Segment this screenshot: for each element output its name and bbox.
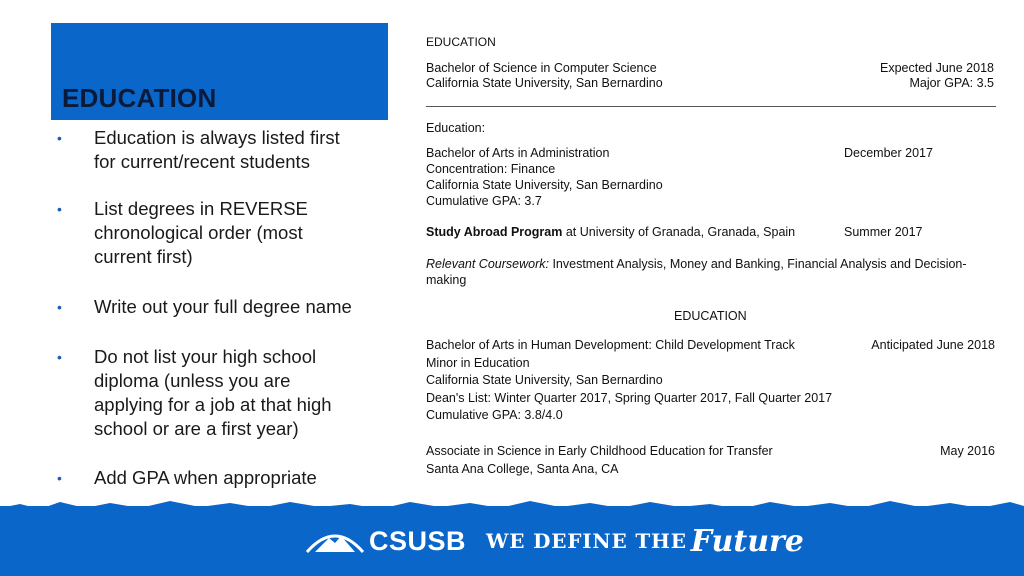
sample3-degree2: Associate in Science in Early Childhood Education for Transfer	[426, 444, 773, 458]
bullet-item	[57, 345, 387, 441]
bullet-text: Write out your full degree name	[94, 296, 352, 317]
sample2-abroad-location: at University of Granada, Granada, Spain	[562, 225, 796, 239]
sample1-school: California State University, San Bernardino	[426, 76, 663, 90]
sample3-minor: Minor in Education	[426, 356, 530, 370]
sample2-heading: Education:	[426, 121, 486, 135]
bullet-text: Do not list your high school diploma (unless you are applying for a job at that high school or are a first year)	[94, 346, 332, 439]
sample1-degree: Bachelor of Science in Computer Science	[426, 61, 657, 75]
sample2-coursework-cont: making	[426, 273, 467, 287]
tagline: WE DEFINE THE	[486, 529, 687, 553]
logo-text: CSUSB	[369, 525, 467, 556]
sample3-date: Anticipated June 2018	[871, 338, 995, 352]
bullet-item	[57, 197, 387, 269]
bullet-text: Add GPA when appropriate	[94, 467, 317, 488]
sample1-gpa: Major GPA: 3.5	[909, 76, 994, 90]
sample3-gpa: Cumulative GPA: 3.8/4.0	[426, 408, 563, 422]
sample2-date: December 2017	[844, 146, 933, 160]
bullet-text: List degrees in REVERSE chronological order (most current first)	[94, 198, 308, 267]
sample2-gpa: Cumulative GPA: 3.7	[426, 194, 542, 208]
sample2-coursework-label: Relevant Coursework:	[426, 257, 549, 271]
sample2-coursework-list: Investment Analysis, Money and Banking, Financial Analysis and Decision-	[548, 257, 967, 271]
sample3-date2: May 2016	[940, 444, 995, 458]
sample2-school: California State University, San Bernardino	[426, 178, 663, 192]
bullet-dot-icon: •	[57, 349, 62, 365]
sample1-date: Expected June 2018	[880, 61, 994, 75]
bullet-item	[57, 295, 387, 319]
bullet-text: Education is always listed first for current/recent students	[94, 127, 340, 172]
divider	[426, 106, 996, 107]
bullet-dot-icon: •	[57, 470, 62, 486]
sample2-coursework	[426, 256, 967, 272]
sample2-degree: Bachelor of Arts in Administration	[426, 146, 610, 160]
tagline-script: Future	[690, 523, 804, 559]
bullet-dot-icon: •	[57, 130, 62, 146]
sample3-school: California State University, San Bernardino	[426, 373, 663, 387]
slide-title: EDUCATION	[62, 83, 217, 113]
mountain-logo-icon	[305, 526, 365, 556]
sample2-abroad-title: Study Abroad Program	[426, 225, 563, 239]
bullet-dot-icon: •	[57, 299, 62, 315]
sample3-heading: EDUCATION	[674, 309, 747, 323]
bullet-item	[57, 466, 387, 490]
sample1-heading: EDUCATION	[426, 35, 496, 49]
sample3-deans-list: Dean's List: Winter Quarter 2017, Spring Quarter 2017, Fall Quarter 2017	[426, 391, 833, 405]
sample3-school2: Santa Ana College, Santa Ana, CA	[426, 462, 619, 476]
footer-logo	[305, 521, 804, 561]
sample3-degree: Bachelor of Arts in Human Development: Child Development Track	[426, 338, 795, 352]
bullet-dot-icon: •	[57, 201, 62, 217]
sample2-abroad	[426, 224, 795, 240]
sample2-concentration: Concentration: Finance	[426, 162, 556, 176]
sample2-abroad-date: Summer 2017	[844, 225, 923, 239]
bullet-item	[57, 126, 387, 174]
